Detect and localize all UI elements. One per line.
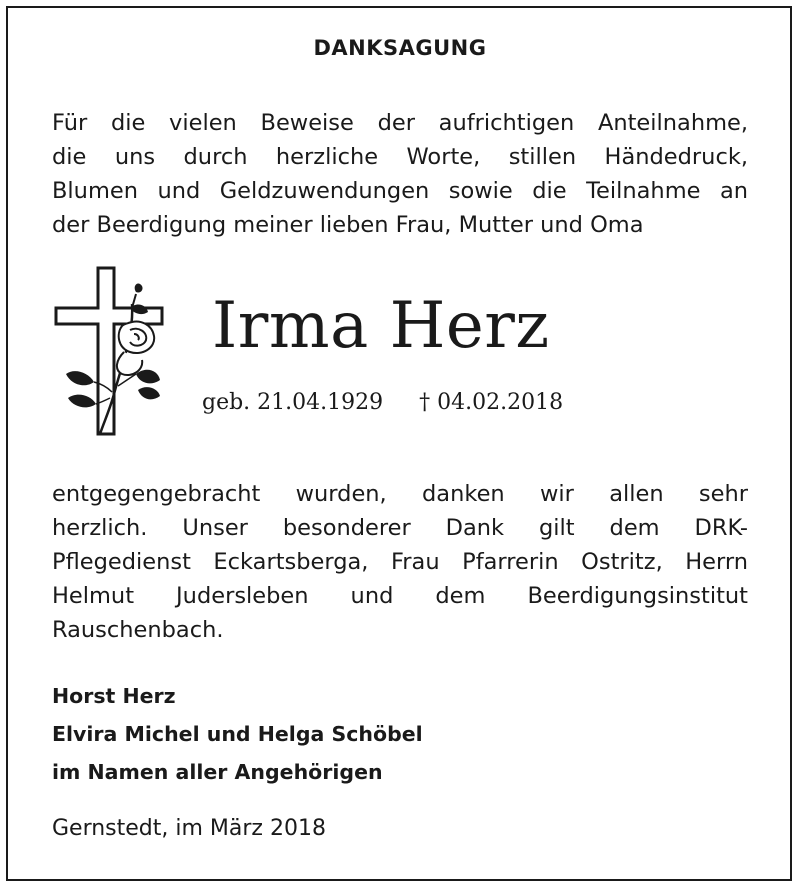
notice-heading: DANKSAGUNG	[313, 36, 487, 60]
cross-with-rose-icon	[52, 264, 168, 438]
intro-line: der Beerdigung meiner lieben Frau, Mutter und Oma	[52, 212, 644, 238]
life-dates	[202, 387, 563, 419]
signer-line: Elvira Michel und Helga Schöbel	[52, 722, 423, 746]
outro-line: entgegengebracht wurden, danken wir allen sehr	[52, 481, 748, 507]
birth-date: geb. 21.04.1929	[202, 390, 384, 415]
signer-line: im Namen aller Angehörigen	[52, 760, 383, 784]
intro-line: Blumen und Geldzuwendungen sowie die Teilnahme an	[52, 178, 748, 204]
outro-line: Pflegedienst Eckartsberga, Frau Pfarrerin Ostritz, Herrn	[52, 549, 748, 575]
intro-line: die uns durch herzliche Worte, stillen Händedruck,	[52, 144, 748, 170]
intro-paragraph	[52, 106, 748, 242]
intro-line: Für die vielen Beweise der aufrichtigen Anteilnahme,	[52, 110, 748, 136]
deceased-name: Irma Herz	[212, 289, 550, 363]
place-date: Gernstedt, im März 2018	[52, 816, 326, 841]
signer-line: Horst Herz	[52, 684, 176, 708]
outro-paragraph	[52, 477, 748, 647]
signers-block	[52, 677, 423, 791]
outro-line: herzlich. Unser besonderer Dank gilt dem DRK-	[52, 515, 748, 541]
death-date: † 04.02.2018	[419, 390, 564, 415]
outro-line: Helmut Judersleben und dem Beerdigungsinstitut	[52, 583, 748, 609]
outro-line: Rauschenbach.	[52, 617, 224, 643]
